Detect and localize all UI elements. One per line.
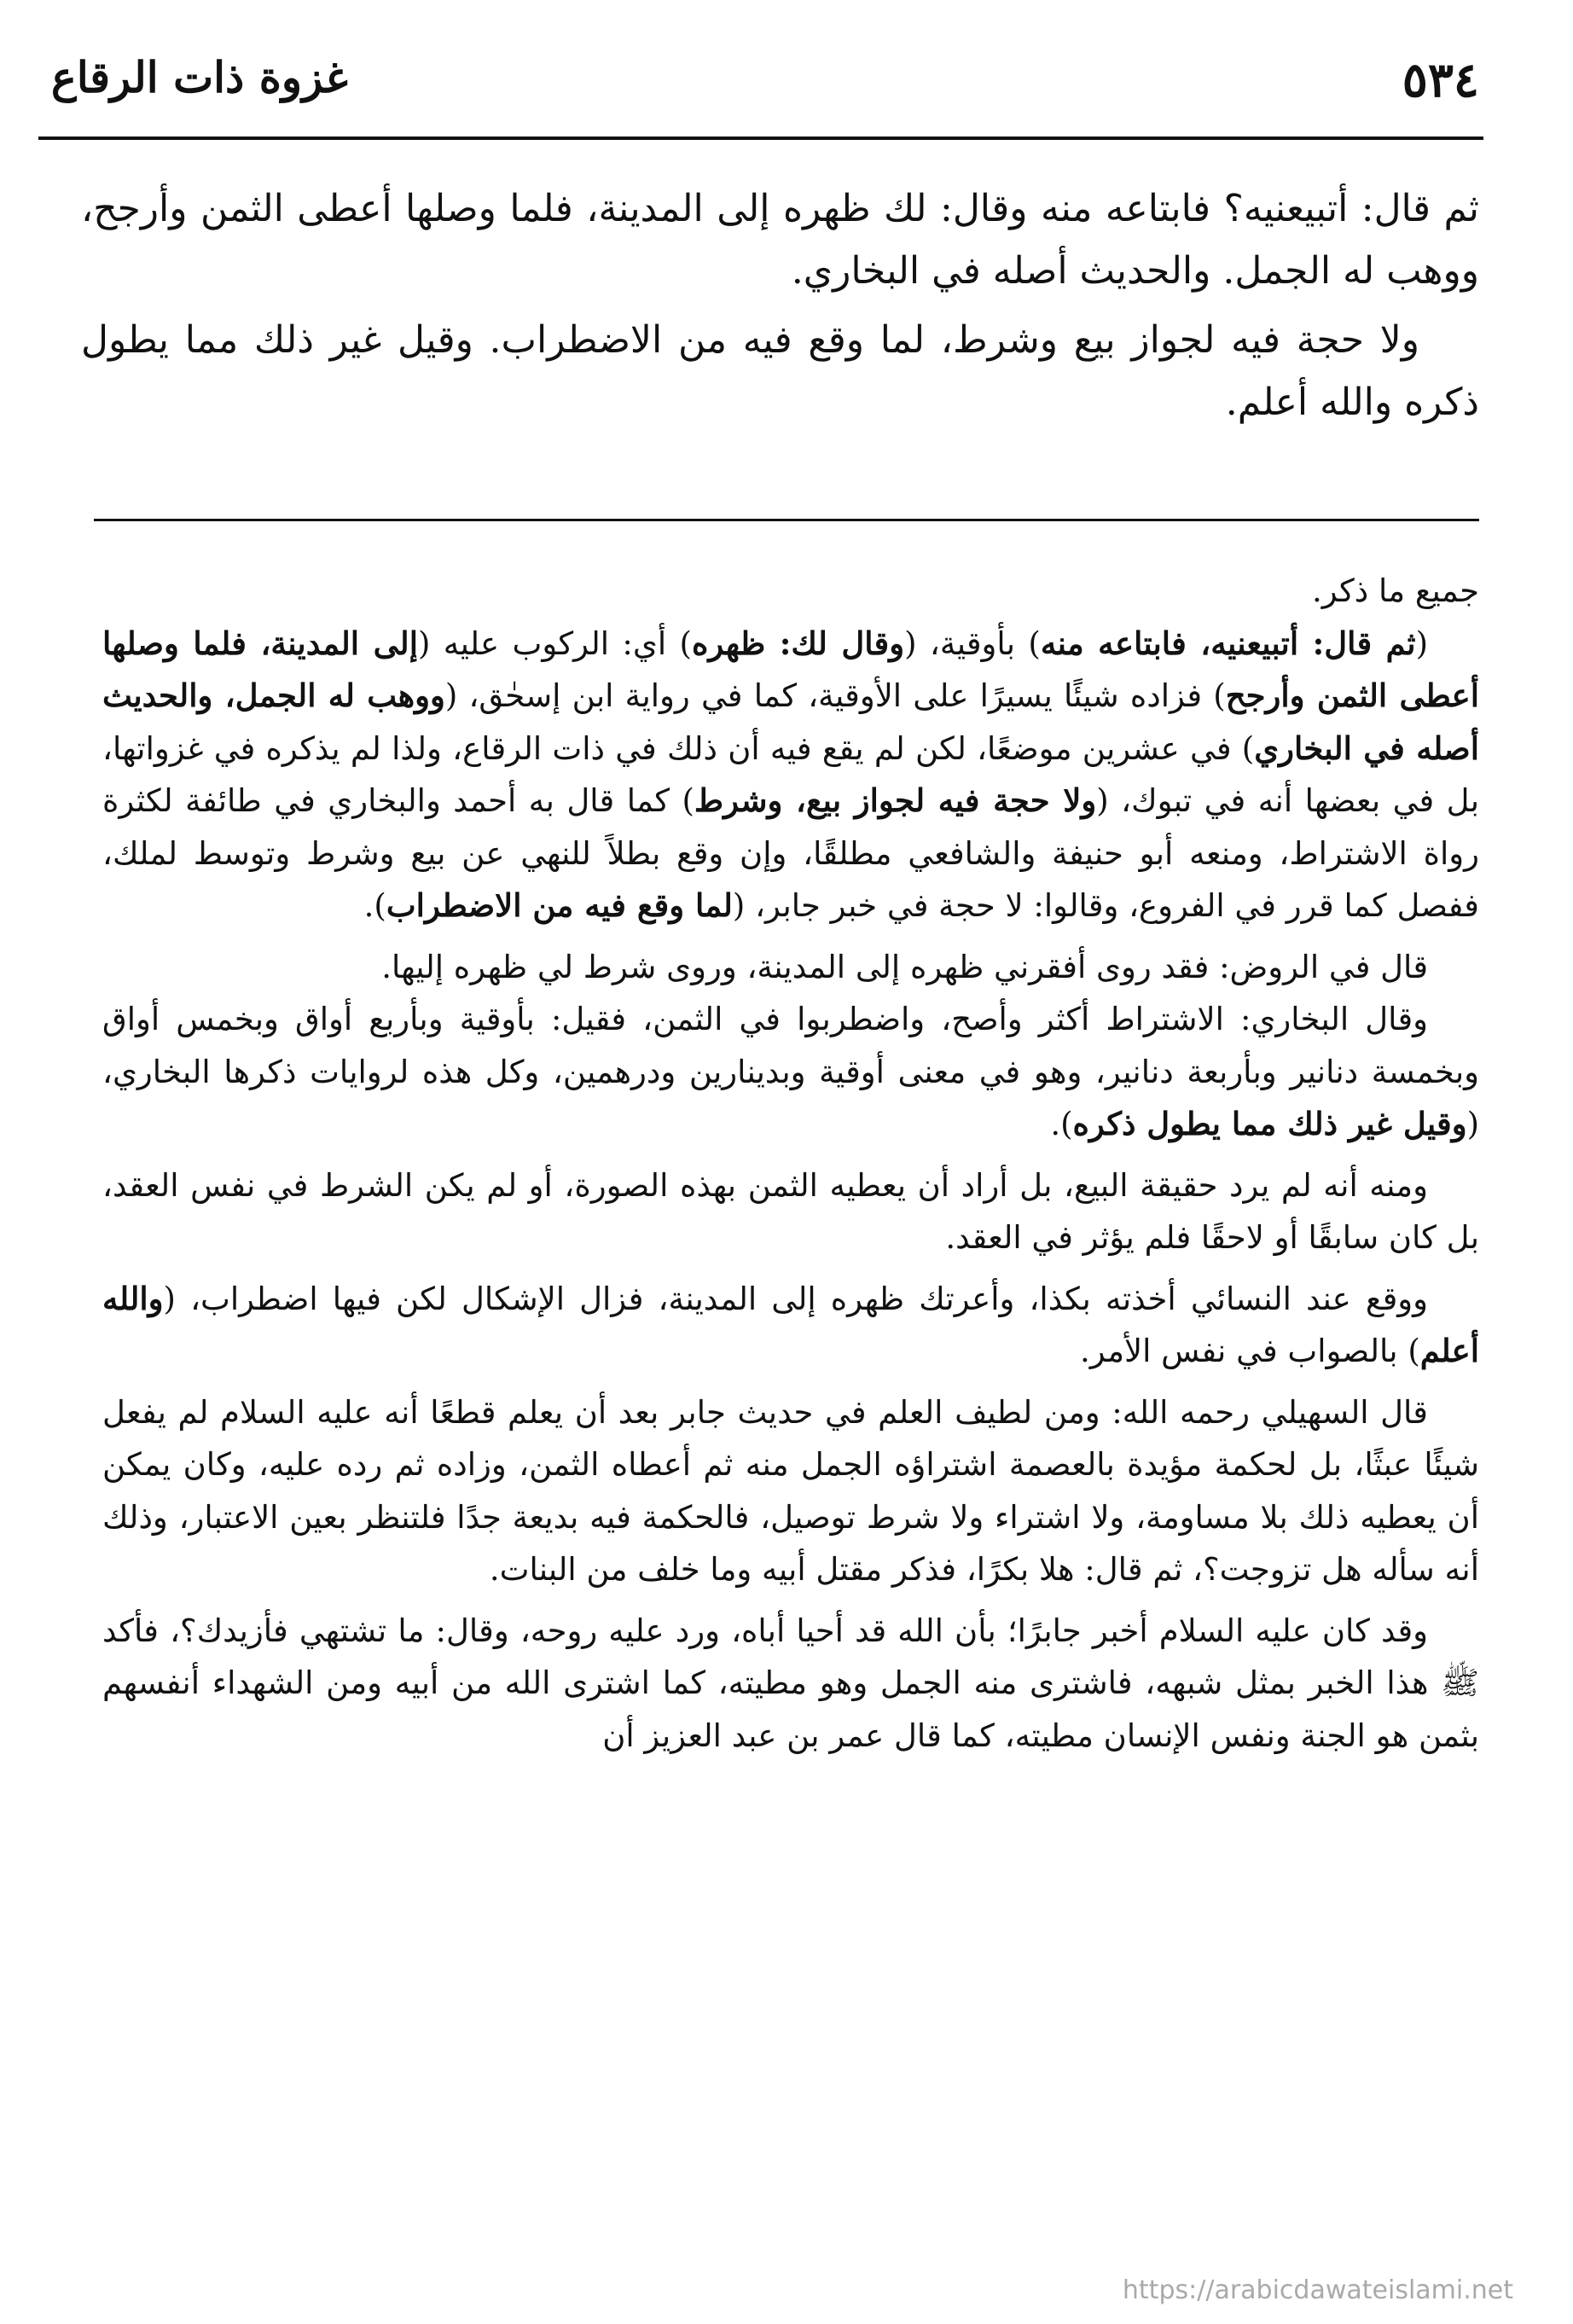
commentary-paragraph: جميع ما ذكر. (1311, 572, 1479, 609)
watermark-url: https://arabicdawateislami.net (1122, 2275, 1513, 2305)
quoted-matn: ثم قال: أتبيعنيه، فابتاعه منه (1040, 624, 1416, 662)
commentary-run: ) في عشرين موضعًا، لكن لم يقع فيه أن ذلك في ذات الرقاع، ولذا لم يذكره في غزواتها، بل في بعضها أنه في تبوك، ( (102, 729, 1479, 819)
commentary-run: ) فزاده شيئًا يسيرًا على الأوقية، كما في رواية ابن إسحٰق، ( (444, 677, 1226, 714)
commentary-paragraph: ومنه أنه لم يرد حقيقة البيع، بل أراد أن يعطيه الثمن بهذه الصورة، أو لم يكن الشرط في نفس العقد، بل كان سابقًا أو لاحقًا فلم يؤثر في العقد. (102, 1166, 1479, 1256)
commentary-run: ) أي: الركوب عليه ( (417, 625, 692, 662)
commentary-paragraph (102, 993, 1479, 1151)
commentary-run: ووقع عند النسائي أخذته بكذا، وأعرتك ظهره إلى المدينة، فزال الإشكال لكن فيها اضطراب، ( (163, 1280, 1428, 1317)
commentary-paragraph (102, 1273, 1479, 1378)
commentary-paragraph (102, 618, 1479, 933)
commentary-run: ). (363, 887, 386, 924)
footnote-divider (94, 519, 1479, 521)
commentary-run: وقال البخاري: الاشتراط أكثر وأصح، واضطربوا في الثمن، فقيل: بأوقية وبأربع أواق وبخمس أواق وبخمسة دنانير وبأربعة دنانير، وهو في معنى أوقية وبدينارين ودرهمين، وكل هذه لروايات ذكرها البخاري، ( (102, 1001, 1479, 1142)
running-title: غزوة ذات الرقاع (51, 52, 348, 102)
quoted-matn: والله أعلم (102, 1279, 1479, 1369)
commentary-run: ) كما قال به أحمد والبخاري في طائفة لكثرة رواة الاشتراط، ومنعه أبو حنيفة والشافعي مطلقًا، وإن وقع بطلاً للنهي عن بيع وشرط وتوسط لملك، ففصل كما قرر في الفروع، وقالوا: لا حجة في خبر جابر، ( (102, 782, 1479, 924)
commentary-run: ( (1415, 625, 1429, 662)
commentary-run: ) بأوقية، ( (904, 625, 1041, 662)
main-text-paragraph: ثم قال: أتبيعنيه؟ فابتاعه منه وقال: لك ظهره إلى المدينة، فلما وصلها أعطى الثمن وأرجح، ووهب له الجمل. والحديث أصله في البخاري. (81, 187, 1479, 293)
quoted-matn: ووهب له الجمل، والحديث أصله في البخاري (102, 677, 1479, 767)
commentary-paragraph: قال السهيلي رحمه الله: ومن لطيف العلم في حديث جابر بعد أن يعلم قطعًا أنه عليه السلام لم يفعل شيئًا عبثًا، بل لحكمة مؤيدة بالعصمة اشتراؤه الجمل منه ثم أعطاه الثمن، وزاده ثم رده عليه، وكان يمكن أن يعطيه ذلك بلا مساومة، ولا اشتراء ولا شرط توصيل، فالحكمة فيه بديعة جدًا فلتنظر بعين الاعتبار، وذلك أنه سأله هل تزوجت؟، ثم قال: هلا بكرًا، فذكر مقتل أبيه وما خلف من البنات. (102, 1393, 1479, 1588)
quoted-matn: إلى المدينة، فلما وصلها أعطى الثمن وأرجح (102, 624, 1480, 714)
quoted-matn: وقيل غير ذلك مما يطول ذكره (1072, 1105, 1467, 1142)
quoted-matn: ولا حجة فيه لجواز بيع، وشرط (694, 781, 1097, 819)
commentary-paragraph: قال في الروض: فقد روى أفقرني ظهره إلى المدينة، وروى شرط لي ظهره إليها. (381, 948, 1428, 985)
quoted-matn: وقال لك: ظهره (691, 624, 905, 662)
quoted-matn: لما وقع فيه من الاضطراب (386, 886, 733, 924)
commentary-paragraph: وقد كان عليه السلام أخبر جابرًا؛ بأن الله قد أحيا أباه، ورد عليه روحه، وقال: ما تشتهي فأزيدك؟، فأكد ﷺ هذا الخبر بمثل شبهه، فاشترى منه الجمل وهو مطيته، كما اشترى الله من أبيه ومن الشهداء أنفسهم بثمن هو الجنة ونفس الإنسان مطيته، كما قال عمر بن عبد العزيز أن (102, 1612, 1479, 1754)
page-header (51, 53, 1479, 135)
commentary-text (102, 565, 1479, 1762)
main-text-paragraph: ولا حجة فيه لجواز بيع وشرط، لما وقع فيه من الاضطراب. وقيل غير ذلك مما يطول ذكره والله أعلم. (81, 318, 1479, 424)
commentary-run: ). (1050, 1106, 1073, 1142)
main-text (81, 177, 1479, 433)
commentary-run: ) بالصواب في نفس الأمر. (1080, 1333, 1420, 1369)
page-number: ٥٣٤ (1402, 52, 1479, 108)
header-rule (38, 137, 1483, 140)
